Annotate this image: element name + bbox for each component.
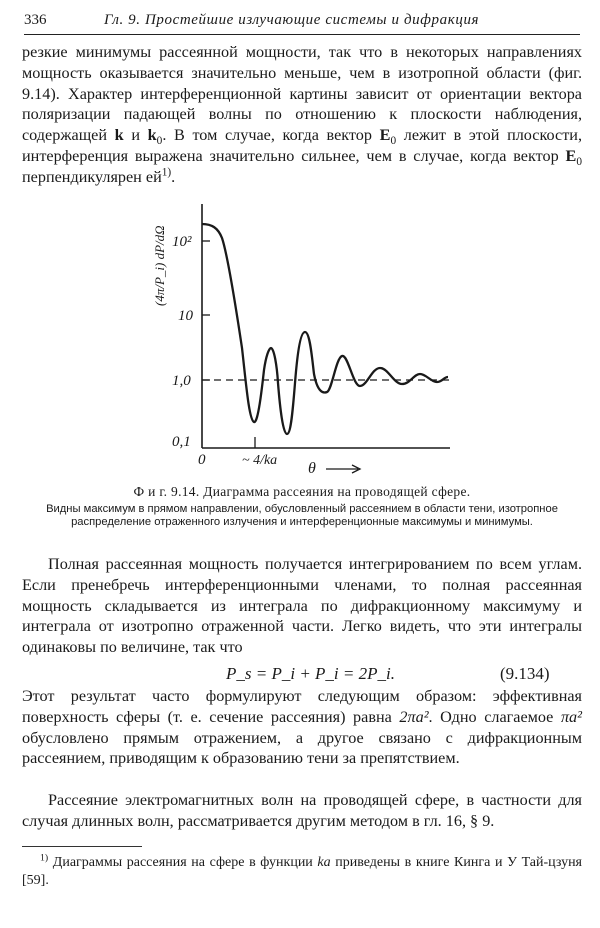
- equation-body: P_s = P_i + P_i = 2P_i.: [226, 664, 395, 683]
- y-tick-label-100: 10²: [172, 234, 192, 250]
- x-origin-label: 0: [198, 452, 206, 468]
- y-axis-label: (4π/P_i) dP/dΩ: [152, 225, 167, 306]
- footnote-rule: [22, 846, 142, 847]
- x-marker-label: ~ 4/ka: [242, 453, 278, 468]
- x-axis-label: θ: [308, 460, 316, 477]
- figure-caption: Ф и г. 9.14. Диаграмма рассеяния на проводящей сфере.: [133, 484, 471, 499]
- scattering-curve: [202, 224, 448, 434]
- equation-number: (9.134): [500, 664, 550, 683]
- equation-9-134: [0, 664, 600, 686]
- figure-caption-note: Видны максимум в прямом направлении, обусловленный рассеянием в области тени, изотропное распределение отраженного излучения и интерференционные максимумы и минимумы.: [46, 503, 558, 528]
- page-number: 336: [24, 12, 47, 28]
- y-tick-label-01: 0,1: [172, 434, 191, 450]
- scattering-diagram: [150, 198, 460, 480]
- page-header: [24, 12, 580, 32]
- header-rule: [24, 34, 580, 35]
- paragraph-3: Этот результат часто формулируют следующим образом: эффективная поверхность сферы (т. е. сечение рассеяния) равна 2πa². Одно слагаемое πa² обусловлено прямым отражением, а другое связано с дифракционным рассеянием, приводящим к образованию тени за препятствием.: [22, 687, 582, 768]
- y-tick-label-1: 1,0: [172, 373, 191, 389]
- paragraph-1: резкие минимумы рассеянной мощности, так что в некоторых направлениях мощность оказывается значительно меньше, чем в изотропной области (фиг. 9.14). Характер интерференционной картины зависит от ориентации вектора поляризации падающей волны по отношению к плоскости наблюдения, содержащей k и $k_0$. В том случае, когда вектор $E_0$ лежит в этой плоскости, интерференция выражена значительно сильнее, чем в случае, когда вектор $E_0$ перпендикулярен $ей^{1)}$.: [22, 43, 582, 186]
- footnote: $^{1)}$ Диаграммы рассеяния на сфере в функции ka приведены в книге Кинга и У Тай-цзуня [59].: [22, 852, 582, 888]
- running-title: Гл. 9. Простейшие излучающие системы и дифракция: [104, 12, 480, 28]
- footnote-ref: 1): [161, 166, 172, 179]
- paragraph-4: Рассеяние электромагнитных волн на проводящей сфере, в частности для случая длинных волн, рассматривается другим методом в гл. 16, § 9.: [22, 791, 582, 830]
- paragraph-2: Полная рассеянная мощность получается интегрированием по всем углам. Если пренебречь интерференционными членами, то полная рассеянная мощность складывается из интеграла по дифракционному максимуму и интеграла от изотропно отраженной части. Легко видеть, что эти интегралы одинаковы по величине, так что: [22, 555, 582, 657]
- y-tick-label-10: 10: [178, 308, 193, 324]
